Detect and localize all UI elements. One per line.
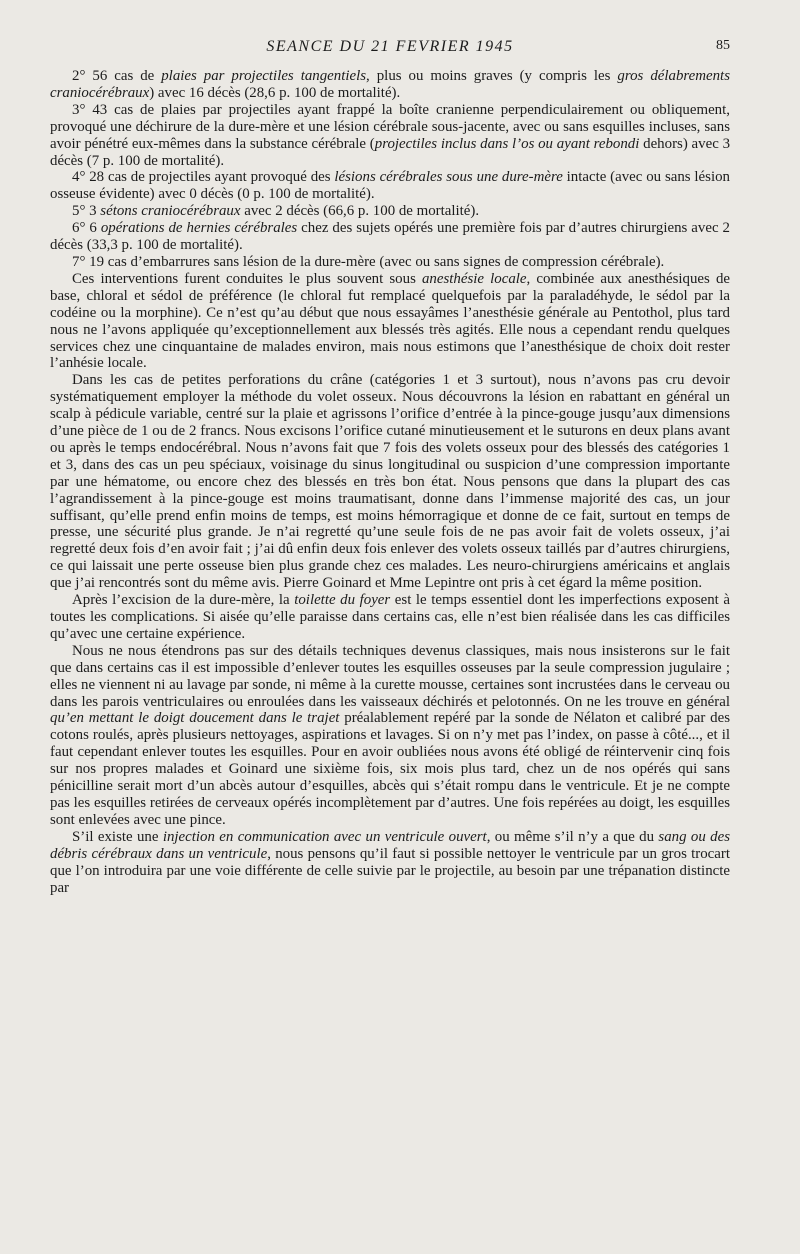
- italic-phrase: injection en communication avec un ventricule ouvert: [162, 828, 487, 845]
- italic-phrase: lésions cérébrales sous une dure-mère: [334, 169, 563, 186]
- italic-phrase: gros délabrements craniocérébraux: [50, 68, 730, 101]
- page-number: 85: [716, 38, 730, 53]
- running-title: SEANCE DU 21 FEVRIER 1945: [266, 38, 514, 55]
- italic-phrase: projectiles inclus dans l’os ou ayant rebondi: [374, 135, 640, 152]
- italic-phrase: plaies par projectiles tangentiels: [161, 68, 367, 84]
- paragraph: Dans les cas de petites perforations du crâne (catégories 1 et 3 surtout), nous n’avons pas cru devoir systématiquement employer la méthode du volet osseux. Nous découvrons la lésion en rabattant en général un scalp à pédicule variable, centré sur la plaie et agrissons l’orifice d’entrée à la pince-gouge jusqu’aux dimensions d’une pièce de 1 ou de 2 francs. Nous excisons l’orifice cutané minutieusement et le suturons en deux plans avant ou après le temps endocérébral. Nous n’avons fait que 7 fois des volets osseux pour des blessés des catégories 1 et 3, dans des cas un peu spéciaux, voisinage du sinus longitudinal ou suspicion d’une compression importante par une hématome, ou encore chez des blessés en très bon état. Nous pensons que dans la plupart des cas l’agrandissement à la pince-gouge est moins traumatisant, donne dans l’immense majorité des cas, un jour suffisant, qu’elle prend enfin moins de temps, est moins hémorragique et donne de ce fait, surtout en temps de presse, une sécurité plus grande. Je n’ai regretté qu’une seule fois de ne pas avoir fait de volets osseux, j’ai regretté deux fois d’en avoir fait ; j’ai dû enfin deux fois enlever des volets osseux taillés par d’autres chirurgiens, ce qui laissait une perte osseuse bien plus grande chez ces malades. Les neuro-chirurgiens américains et anglais que j’ai rencontrés sont du même avis. Pierre Goinard et Mme Lepintre ont pris à cet égard la même position.: [50, 372, 730, 592]
- italic-phrase: qu’en mettant le doigt doucement dans le trajet: [50, 710, 340, 727]
- page-header: [50, 38, 730, 60]
- paragraph: 6° 6 opérations de hernies cérébrales chez des sujets opérés une première fois par d’autres chirurgiens avec 2 décès (33,3 p. 100 de mortalité).: [50, 220, 731, 254]
- paragraph: 3° 43 cas de plaies par projectiles ayant frappé la boîte cranienne perpendiculairement ou obliquement, provoqué une déchirure de la dure-mère et une lésion cérébrale sous-jacente, avec ou sans esquilles incluses, sans avoir pénétré eux-mêmes dans la substance cérébrale (projectiles inclus dans l’os ou ayant rebondi dehors) avec 3 décès (7 p. 100 de mortalité).: [50, 101, 731, 169]
- italic-phrase: sang ou des débris cérébraux dans un ventricule: [50, 828, 731, 862]
- paragraph: 2° 56 cas de plaies par projectiles tangentiels, plus ou moins graves (y compris les gros délabrements craniocérébraux) avec 16 décès (28,6 p. 100 de mortalité).: [50, 68, 730, 101]
- italic-phrase: sétons craniocérébraux: [100, 203, 241, 220]
- paragraph: 5° 3 sétons craniocérébraux avec 2 décès (66,6 p. 100 de mortalité).: [72, 203, 480, 220]
- paragraph: S’il existe une injection en communication avec un ventricule ouvert, ou même s’il n’y a que du sang ou des débris cérébraux dans un ventricule, nous pensons qu’il faut si possible nettoyer le ventricule par un gros trocart que l’on introduira par une voie différente de celle suivie par le projectile, au besoin par une trépanation distincte par: [50, 828, 731, 896]
- paragraph: Après l’excision de la dure-mère, la toilette du foyer est le temps essentiel dont les imperfections exposent à toutes les complications. Si aisée qu’elle paraisse dans certains cas, elle n’est bien réalisée dans les cas difficiles qu’avec une certaine expérience.: [50, 592, 730, 642]
- italic-phrase: toilette du foyer: [294, 592, 391, 609]
- italic-phrase: anesthésie locale: [421, 270, 527, 287]
- paragraph: 7° 19 cas d’embarrures sans lésion de la dure-mère (avec ou sans signes de compression cérébrale).: [72, 253, 665, 270]
- article-body: [50, 68, 730, 896]
- paragraph: Ces interventions furent conduites le plus souvent sous anesthésie locale, combinée aux anesthésiques de base, chloral et sédol de préférence (le chloral fut remplacé quelquefois par la paraladéhyde, le sédol par la codéine ou la morphine). Ce n’est qu’au début que nous essayâmes l’anesthésie générale au Pentothol, plus tard nous ne l’avons appliquée qu’exceptionnellement aux blessés très agités. Elle nous a cependant rendu quelques services chez une cinquantaine de malades environ, mais nous estimons que l’anesthésique de choix doit rester l’anhésie locale.: [50, 270, 731, 372]
- paragraph: Nous ne nous étendrons pas sur des détails techniques devenus classiques, mais nous insisterons sur le fait que dans certains cas il est impossible d’enlever toutes les esquilles osseuses par la seule compression jugulaire ; elles ne viennent ni au lavage par sonde, ni même à la curette mousse, certaines sont incrustées dans le cerveau ou dans les parois ventriculaires ou enroulées dans les vaisseaux déchirés et pelotonnés. On ne les trouve en général qu’en mettant le doigt doucement dans le trajet préalablement repéré par la sonde de Nélaton et calibré par des cotons roulés, après plusieurs nettoyages, aspirations et lavages. Si on n’y met pas l’index, on passe à côté..., et il faut cependant enlever toutes les esquilles. Pour en avoir oubliées nous avons été obligé de réintervenir cinq fois sur nos propres malades et Goinard une sixième fois, six mois plus tard, chez un de nos opérés qui sans pénicilline serait mort d’un abcès autour d’esquilles, abcès qui s’était rompu dans le ventricule. Et je ne compte pas les esquilles retirées de cerveaux opérés incomplètement par d’autres. Une fois repérées au doigt, les esquilles sont enlevées avec une pince.: [50, 642, 730, 828]
- italic-phrase: opérations de hernies cérébrales: [100, 220, 298, 237]
- paragraph: 4° 28 cas de projectiles ayant provoqué des lésions cérébrales sous une dure-mère intacte (avec ou sans lésion osseuse évidente) avec 0 décès (0 p. 100 de mortalité).: [50, 169, 730, 203]
